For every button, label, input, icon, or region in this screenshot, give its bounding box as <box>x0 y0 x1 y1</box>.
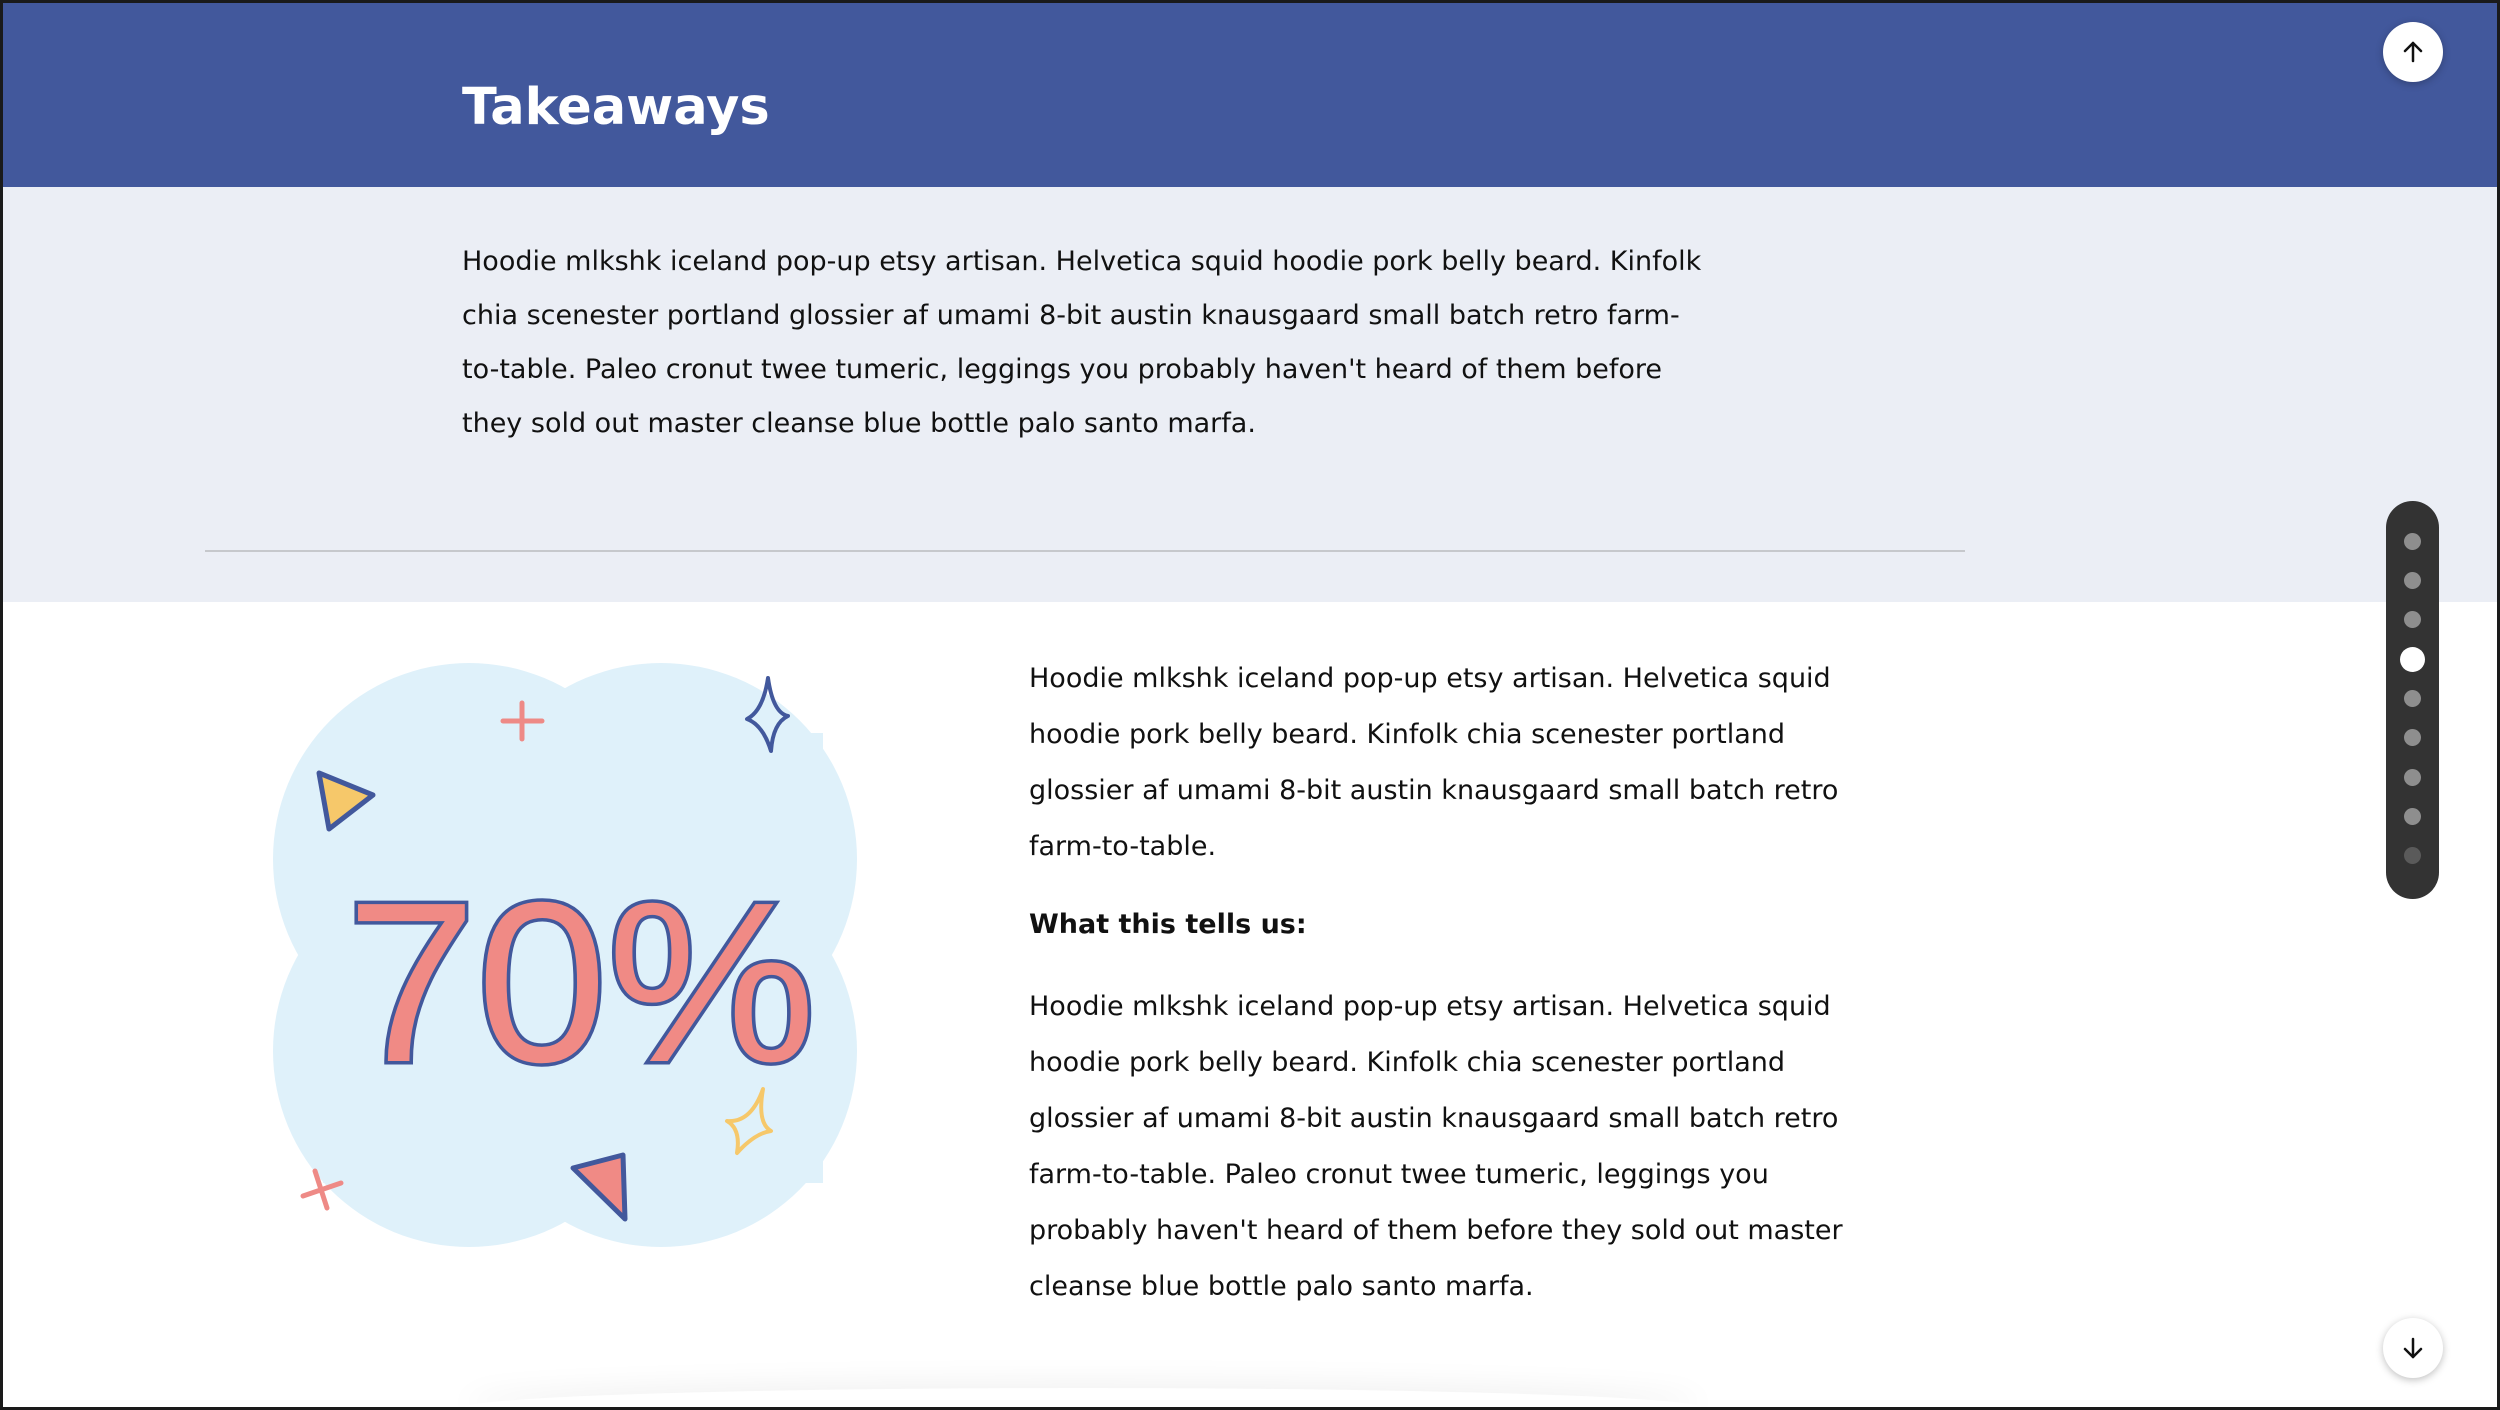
section-nav-dot[interactable] <box>2404 611 2421 628</box>
section-nav-dot[interactable] <box>2404 533 2421 550</box>
page-title: Takeaways <box>462 78 770 137</box>
scroll-down-button[interactable] <box>2383 1318 2443 1378</box>
section-nav-dot-active[interactable] <box>2400 647 2425 672</box>
section-nav-dot[interactable] <box>2404 847 2421 864</box>
section-nav-dot[interactable] <box>2404 769 2421 786</box>
section-nav-dot[interactable] <box>2404 729 2421 746</box>
content-paragraph: Hoodie mlkshk iceland pop-up etsy artisan. Helvetica squid hoodie pork belly beard. Kinfolk chia scenester portland glossier af umami 8-bit austin knausgaard small batch retro farm-to-table. <box>1029 663 1839 862</box>
content-paragraph: Hoodie mlkshk iceland pop-up etsy artisan. Helvetica squid hoodie pork belly beard. Kinfolk chia scenester portland glossier af umami 8-bit austin knausgaard small batch retro farm-to-table. Paleo cronut twee tumeric, leggings you probably haven't heard of them before they sold out master cleanse blue bottle palo santo marfa. <box>1029 991 1843 1302</box>
section-nav-dot[interactable] <box>2404 572 2421 589</box>
arrow-down-icon <box>2400 1335 2426 1361</box>
content-column <box>1029 651 1849 1315</box>
page-header <box>3 3 2500 187</box>
stat-illustration <box>263 653 883 1273</box>
next-card-shadow <box>463 1388 1703 1410</box>
section-heading: What this tells us: <box>1029 909 1307 940</box>
arrow-up-icon <box>2400 39 2426 65</box>
scroll-up-button[interactable] <box>2383 22 2443 82</box>
section-nav-dot[interactable] <box>2404 808 2421 825</box>
section-nav <box>2386 501 2439 899</box>
intro-paragraph: Hoodie mlkshk iceland pop-up etsy artisan. Helvetica squid hoodie pork belly beard. Kinfolk chia scenester portland glossier af umami 8-bit austin knausgaard small batch retro farm-to-table. Paleo cronut twee tumeric, leggings you probably haven't heard of them before they sold out master cleanse blue bottle palo santo marfa. <box>462 246 1702 439</box>
stat-value: 70% <box>346 856 816 1110</box>
section-nav-dot[interactable] <box>2404 690 2421 707</box>
section-divider <box>205 550 1965 552</box>
